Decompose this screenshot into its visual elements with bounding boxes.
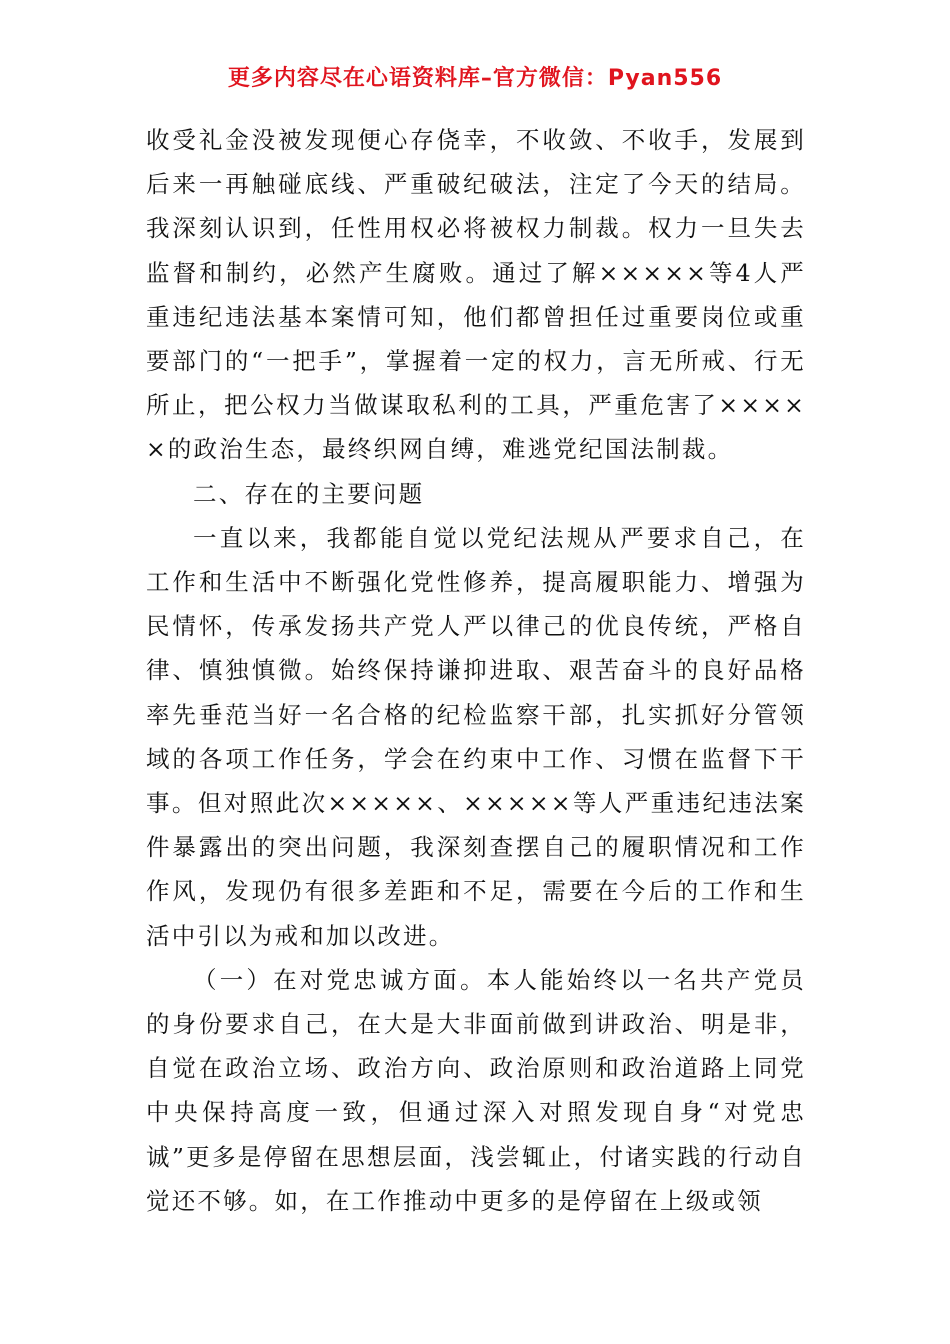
paragraph-body: 一直以来，我都能自觉以党纪法规从严要求自己，在工作和生活中不断强化党性修养，提高履职能力、增强为民情怀，传承发扬共产党人严以律己的优良传统，严格自律、慎独慎微。始终保持谦抑进取、艰苦奋斗的良好品格率先垂范当好一名合格的纪检监察干部，扎实抓好分管领域的各项工作任务，学会在约束中工作、习惯在监督下干事。但对照此次×××××、×××××等人严重违纪违法案件暴露出的突出问题，我深刻查摆自己的履职情况和工作作风，发现仍有很多差距和不足，需要在今后的工作和生活中引以为戒和加以改进。: [146, 523, 806, 950]
paragraph-continuation: 收受礼金没被发现便心存侥幸，不收敛、不收手，发展到后来一再触碰底线、严重破纪破法，注定了今天的结局。我深刻认识到，任性用权必将被权力制裁。权力一旦失去监督和制约，必然产生腐败。通过了解×××××等4人严重违纪违法基本案情可知，他们都曾担任过重要岗位或重要部门的“一把手”，掌握着一定的权力，言无所戒、行无所止，把公权力当做谋取私利的工具，严重危害了×××××的政治生态，最终织网自缚，难逃党纪国法制裁。: [146, 126, 806, 464]
section-heading: 二、存在的主要问题: [193, 479, 425, 508]
watermark-header: 更多内容尽在心语资料库–官方微信：Pyan556: [227, 66, 723, 91]
paragraph-loyalty: （一）在对党忠诚方面。本人能始终以一名共产党员的身份要求自己，在大是大非面前做到讲政治、明是非，自觉在政治立场、政治方向、政治原则和政治道路上同党中央保持高度一致，但通过深入对照发现自身“对党忠诚”更多是停留在思想层面，浅尝辄止，付诸实践的行动自觉还不够。如，在工作推动中更多的是停留在上级或领: [146, 965, 806, 1215]
document-body: [146, 118, 806, 1223]
